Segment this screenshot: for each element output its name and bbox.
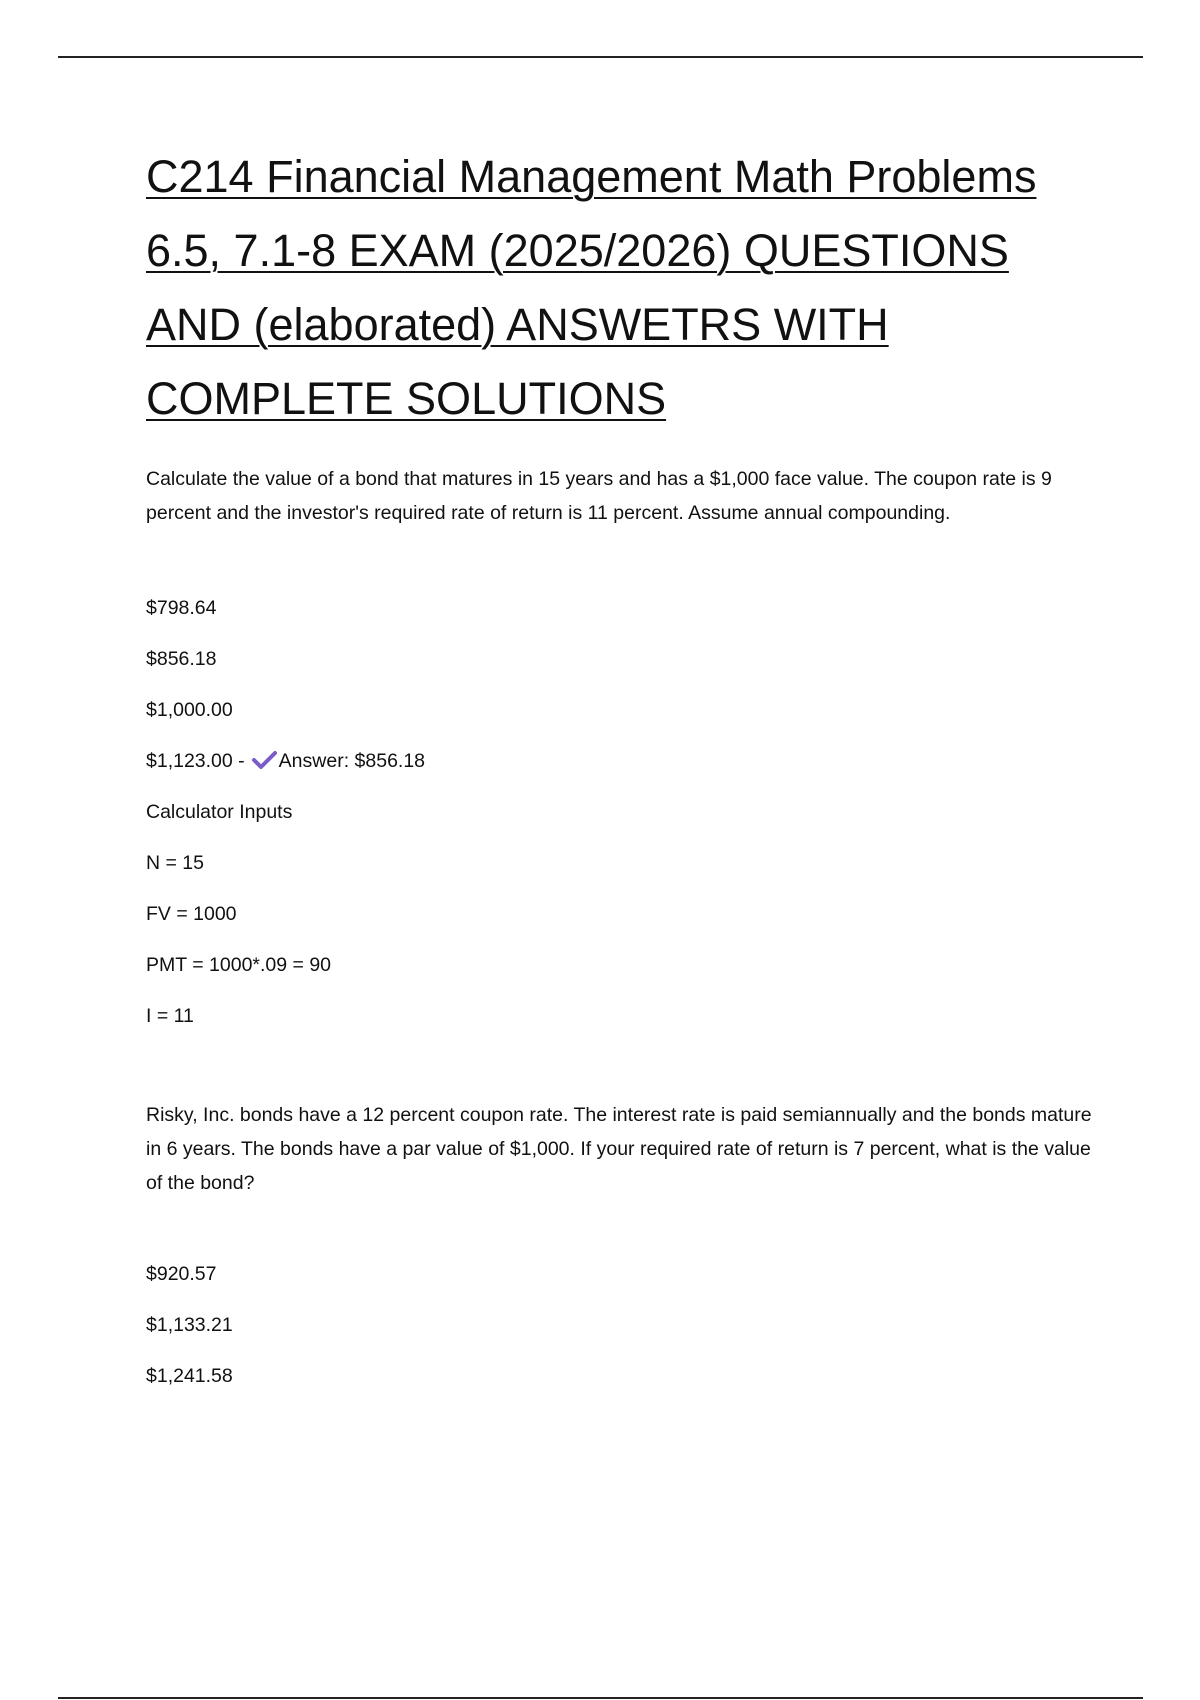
solution-line: N = 15 [146, 852, 204, 874]
solution-line: FV = 1000 [146, 903, 237, 925]
option-item: $1,133.21 [146, 1314, 233, 1336]
title-line: C214 Financial Management Math Problems [146, 151, 1037, 202]
question-1-text: Calculate the value of a bond that matures in 15 years and has a $1,000 face value. The coupon rate is 9 percent and the investor's required rate of return is 11 percent. Assume annual compounding. [146, 468, 1052, 524]
option-item: $1,241.58 [146, 1365, 233, 1387]
document-body [146, 140, 1106, 1415]
document-title [146, 140, 1106, 436]
option-item: $920.57 [146, 1263, 217, 1285]
question-1-options [146, 596, 1106, 1028]
solution-line: I = 11 [146, 1005, 194, 1027]
answer-label: Answer: $856.18 [278, 750, 426, 772]
title-line: COMPLETE SOLUTIONS [146, 373, 667, 424]
bottom-divider [58, 1697, 1143, 1699]
solution-line: PMT = 1000*.09 = 90 [146, 954, 332, 976]
option-item: $1,123.00 - [146, 750, 245, 772]
top-divider [58, 56, 1143, 58]
option-with-answer [146, 749, 1106, 773]
title-line: AND (elaborated) ANSWETRS WITH [146, 299, 889, 350]
title-line: 6.5, 7.1-8 EXAM (2025/2026) QUESTIONS [146, 225, 1009, 276]
question-2-text: Risky, Inc. bonds have a 12 percent coupon rate. The interest rate is paid semiannually and the bonds mature in 6 years. The bonds have a par value of $1,000. If your required rate of return is 7 percent, what is the value of the bond? [146, 1104, 1092, 1194]
option-item: $1,000.00 [146, 699, 233, 721]
option-item: $798.64 [146, 597, 217, 619]
question-2-options [146, 1262, 1106, 1388]
check-icon [251, 750, 277, 770]
solution-heading: Calculator Inputs [146, 801, 293, 823]
option-item: $856.18 [146, 648, 217, 670]
